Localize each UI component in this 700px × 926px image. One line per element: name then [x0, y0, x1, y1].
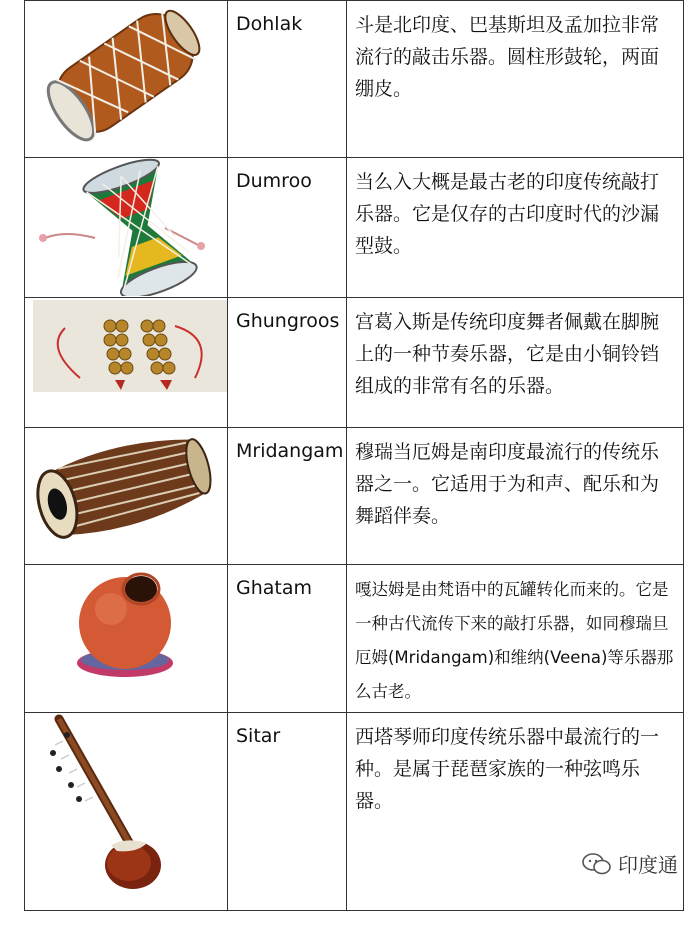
instrument-description: 穆瑞当厄姆是南印度最流行的传统乐器之一。它适用于为和声、配乐和为舞蹈伴奏。	[355, 441, 660, 527]
instrument-name: Sitar	[236, 725, 281, 747]
instrument-name: Dohlak	[236, 13, 303, 35]
table-row	[25, 428, 684, 565]
watermark	[582, 849, 678, 878]
dholak-drum-photo	[25, 1, 227, 156]
description-cell	[347, 1, 684, 158]
image-cell	[25, 428, 228, 565]
name-cell	[228, 565, 347, 713]
damaru-drum-photo	[25, 158, 227, 296]
instrument-description: 当么入大概是最古老的印度传统敲打乐器。它是仅存的古印度时代的沙漏型鼓。	[355, 171, 660, 257]
instrument-table	[24, 0, 684, 911]
name-cell	[228, 1, 347, 158]
ghatam-pot-photo	[25, 565, 227, 711]
image-cell	[25, 565, 228, 713]
description-cell	[347, 298, 684, 428]
name-cell	[228, 428, 347, 565]
wechat-logo-icon	[582, 853, 612, 875]
table-row	[25, 158, 684, 298]
description-cell	[347, 158, 684, 298]
name-cell	[228, 298, 347, 428]
instrument-name: Mridangam	[236, 440, 344, 462]
instrument-description: 嘎达姆是由梵语中的瓦罐转化而来的。它是一种古代流传下来的敲打乐器，如同穆瑞旦厄姆(Mridangam)和维纳(Veena)等乐器那么古老。	[355, 580, 674, 701]
watermark-text: 印度通	[618, 853, 678, 877]
sitar-photo	[25, 713, 227, 909]
instrument-description: 西塔琴师印度传统乐器中最流行的一种。是属于琵琶家族的一种弦鸣乐器。	[355, 726, 660, 812]
description-cell	[347, 428, 684, 565]
name-cell	[228, 713, 347, 911]
ghungroo-bells-photo	[25, 298, 227, 426]
instrument-name: Ghatam	[236, 577, 313, 599]
table-row	[25, 713, 684, 911]
image-cell	[25, 713, 228, 911]
table-row	[25, 298, 684, 428]
table-row	[25, 1, 684, 158]
name-cell	[228, 158, 347, 298]
image-cell	[25, 1, 228, 158]
description-cell	[347, 565, 684, 713]
instrument-name: Ghungroos	[236, 310, 340, 332]
instrument-description: 宫葛入斯是传统印度舞者佩戴在脚腕上的一种节奏乐器，它是由小铜铃铛组成的非常有名的乐器。	[355, 311, 660, 397]
image-cell	[25, 158, 228, 298]
instrument-description: 斗是北印度、巴基斯坦及孟加拉非常流行的敲击乐器。圆柱形鼓轮，两面绷皮。	[355, 14, 660, 100]
table-row	[25, 565, 684, 713]
mridangam-drum-photo	[25, 428, 227, 563]
image-cell	[25, 298, 228, 428]
description-cell	[347, 713, 684, 911]
instrument-name: Dumroo	[236, 170, 312, 192]
